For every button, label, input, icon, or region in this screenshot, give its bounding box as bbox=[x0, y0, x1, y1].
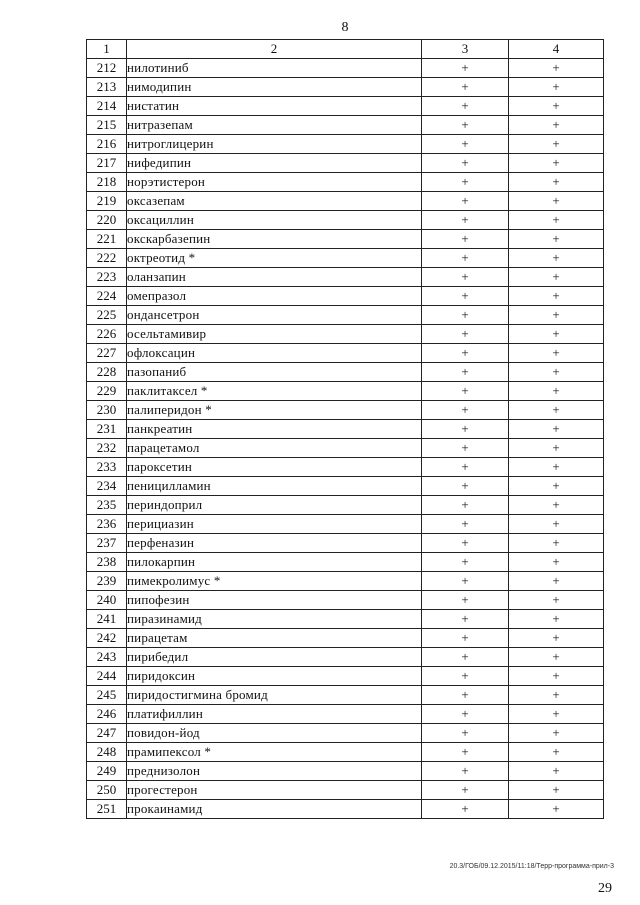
row-number: 229 bbox=[87, 382, 127, 401]
drug-name: нитразепам bbox=[127, 116, 422, 135]
table-row bbox=[87, 249, 604, 268]
table-header-row bbox=[87, 40, 604, 59]
table-row bbox=[87, 154, 604, 173]
table-row bbox=[87, 496, 604, 515]
column-4-mark: + bbox=[509, 781, 604, 800]
row-number: 251 bbox=[87, 800, 127, 819]
row-number: 238 bbox=[87, 553, 127, 572]
column-3-mark: + bbox=[422, 116, 509, 135]
drug-name: палиперидон * bbox=[127, 401, 422, 420]
column-header-1: 1 bbox=[87, 40, 127, 59]
row-number: 237 bbox=[87, 534, 127, 553]
row-number: 249 bbox=[87, 762, 127, 781]
table-row bbox=[87, 287, 604, 306]
column-4-mark: + bbox=[509, 553, 604, 572]
column-3-mark: + bbox=[422, 325, 509, 344]
column-3-mark: + bbox=[422, 724, 509, 743]
row-number: 250 bbox=[87, 781, 127, 800]
column-3-mark: + bbox=[422, 211, 509, 230]
table-row bbox=[87, 230, 604, 249]
row-number: 227 bbox=[87, 344, 127, 363]
table-body bbox=[87, 59, 604, 819]
drug-name: пиридостигмина бромид bbox=[127, 686, 422, 705]
column-4-mark: + bbox=[509, 724, 604, 743]
table-row bbox=[87, 724, 604, 743]
row-number: 212 bbox=[87, 59, 127, 78]
row-number: 244 bbox=[87, 667, 127, 686]
row-number: 217 bbox=[87, 154, 127, 173]
column-3-mark: + bbox=[422, 173, 509, 192]
column-3-mark: + bbox=[422, 458, 509, 477]
row-number: 232 bbox=[87, 439, 127, 458]
column-3-mark: + bbox=[422, 781, 509, 800]
table-row bbox=[87, 610, 604, 629]
drug-name: осельтамивир bbox=[127, 325, 422, 344]
column-3-mark: + bbox=[422, 534, 509, 553]
column-3-mark: + bbox=[422, 591, 509, 610]
column-4-mark: + bbox=[509, 534, 604, 553]
column-3-mark: + bbox=[422, 610, 509, 629]
column-4-mark: + bbox=[509, 610, 604, 629]
column-3-mark: + bbox=[422, 686, 509, 705]
row-number: 228 bbox=[87, 363, 127, 382]
column-4-mark: + bbox=[509, 477, 604, 496]
column-4-mark: + bbox=[509, 401, 604, 420]
drug-name: нифедипин bbox=[127, 154, 422, 173]
row-number: 245 bbox=[87, 686, 127, 705]
sheet-number: 29 bbox=[598, 881, 612, 896]
column-4-mark: + bbox=[509, 458, 604, 477]
drug-name: пипофезин bbox=[127, 591, 422, 610]
table-row bbox=[87, 667, 604, 686]
drug-name: преднизолон bbox=[127, 762, 422, 781]
drug-name: прамипексол * bbox=[127, 743, 422, 762]
column-4-mark: + bbox=[509, 287, 604, 306]
column-3-mark: + bbox=[422, 515, 509, 534]
column-4-mark: + bbox=[509, 572, 604, 591]
row-number: 222 bbox=[87, 249, 127, 268]
table-row bbox=[87, 572, 604, 591]
footer-document-code: 20.3/ГОБ/09.12.2015/11:18/Терр-программа-прил-3 bbox=[449, 863, 614, 870]
drug-name: прокаинамид bbox=[127, 800, 422, 819]
column-4-mark: + bbox=[509, 705, 604, 724]
column-3-mark: + bbox=[422, 268, 509, 287]
drug-name: нистатин bbox=[127, 97, 422, 116]
drug-name: окскарбазепин bbox=[127, 230, 422, 249]
drug-name: перициазин bbox=[127, 515, 422, 534]
table-row bbox=[87, 591, 604, 610]
column-3-mark: + bbox=[422, 59, 509, 78]
column-4-mark: + bbox=[509, 230, 604, 249]
table-row bbox=[87, 705, 604, 724]
column-3-mark: + bbox=[422, 667, 509, 686]
column-3-mark: + bbox=[422, 477, 509, 496]
table-row bbox=[87, 382, 604, 401]
table-row bbox=[87, 401, 604, 420]
column-4-mark: + bbox=[509, 800, 604, 819]
row-number: 236 bbox=[87, 515, 127, 534]
column-3-mark: + bbox=[422, 401, 509, 420]
row-number: 221 bbox=[87, 230, 127, 249]
drug-name: омепразол bbox=[127, 287, 422, 306]
row-number: 239 bbox=[87, 572, 127, 591]
row-number: 214 bbox=[87, 97, 127, 116]
column-3-mark: + bbox=[422, 230, 509, 249]
drug-name: пирибедил bbox=[127, 648, 422, 667]
column-4-mark: + bbox=[509, 667, 604, 686]
row-number: 247 bbox=[87, 724, 127, 743]
column-3-mark: + bbox=[422, 306, 509, 325]
row-number: 219 bbox=[87, 192, 127, 211]
row-number: 248 bbox=[87, 743, 127, 762]
column-3-mark: + bbox=[422, 420, 509, 439]
table-row bbox=[87, 515, 604, 534]
table-row bbox=[87, 743, 604, 762]
drug-name: пароксетин bbox=[127, 458, 422, 477]
column-header-2: 2 bbox=[127, 40, 422, 59]
row-number: 230 bbox=[87, 401, 127, 420]
table-row bbox=[87, 420, 604, 439]
column-4-mark: + bbox=[509, 211, 604, 230]
column-3-mark: + bbox=[422, 800, 509, 819]
column-4-mark: + bbox=[509, 59, 604, 78]
table-row bbox=[87, 78, 604, 97]
row-number: 223 bbox=[87, 268, 127, 287]
row-number: 220 bbox=[87, 211, 127, 230]
column-4-mark: + bbox=[509, 515, 604, 534]
column-3-mark: + bbox=[422, 743, 509, 762]
column-4-mark: + bbox=[509, 116, 604, 135]
table-row bbox=[87, 629, 604, 648]
column-4-mark: + bbox=[509, 439, 604, 458]
column-4-mark: + bbox=[509, 629, 604, 648]
row-number: 224 bbox=[87, 287, 127, 306]
column-3-mark: + bbox=[422, 287, 509, 306]
table-row bbox=[87, 344, 604, 363]
drug-name: паклитаксел * bbox=[127, 382, 422, 401]
table-row bbox=[87, 59, 604, 78]
drug-name: нитроглицерин bbox=[127, 135, 422, 154]
column-4-mark: + bbox=[509, 78, 604, 97]
column-4-mark: + bbox=[509, 743, 604, 762]
row-number: 242 bbox=[87, 629, 127, 648]
column-3-mark: + bbox=[422, 572, 509, 591]
row-number: 213 bbox=[87, 78, 127, 97]
table-row bbox=[87, 268, 604, 287]
row-number: 243 bbox=[87, 648, 127, 667]
column-3-mark: + bbox=[422, 78, 509, 97]
column-3-mark: + bbox=[422, 762, 509, 781]
column-header-4: 4 bbox=[509, 40, 604, 59]
row-number: 216 bbox=[87, 135, 127, 154]
drug-name: периндоприл bbox=[127, 496, 422, 515]
row-number: 226 bbox=[87, 325, 127, 344]
row-number: 234 bbox=[87, 477, 127, 496]
table-row bbox=[87, 458, 604, 477]
drug-name: парацетамол bbox=[127, 439, 422, 458]
drug-name: пиридоксин bbox=[127, 667, 422, 686]
drug-name: оксазепам bbox=[127, 192, 422, 211]
row-number: 231 bbox=[87, 420, 127, 439]
table-row bbox=[87, 135, 604, 154]
column-4-mark: + bbox=[509, 420, 604, 439]
column-4-mark: + bbox=[509, 382, 604, 401]
drug-name: прогестерон bbox=[127, 781, 422, 800]
column-3-mark: + bbox=[422, 154, 509, 173]
column-4-mark: + bbox=[509, 173, 604, 192]
column-3-mark: + bbox=[422, 363, 509, 382]
column-3-mark: + bbox=[422, 705, 509, 724]
table-row bbox=[87, 306, 604, 325]
drug-name: пеницилламин bbox=[127, 477, 422, 496]
table-row bbox=[87, 686, 604, 705]
column-4-mark: + bbox=[509, 496, 604, 515]
row-number: 215 bbox=[87, 116, 127, 135]
column-4-mark: + bbox=[509, 135, 604, 154]
column-3-mark: + bbox=[422, 97, 509, 116]
row-number: 218 bbox=[87, 173, 127, 192]
column-4-mark: + bbox=[509, 344, 604, 363]
drug-name: оланзапин bbox=[127, 268, 422, 287]
drug-name: ондансетрон bbox=[127, 306, 422, 325]
column-3-mark: + bbox=[422, 553, 509, 572]
table-row bbox=[87, 534, 604, 553]
column-4-mark: + bbox=[509, 268, 604, 287]
column-4-mark: + bbox=[509, 591, 604, 610]
column-4-mark: + bbox=[509, 97, 604, 116]
drug-name: оксациллин bbox=[127, 211, 422, 230]
table-row bbox=[87, 648, 604, 667]
column-3-mark: + bbox=[422, 192, 509, 211]
row-number: 240 bbox=[87, 591, 127, 610]
drug-name: пирацетам bbox=[127, 629, 422, 648]
table-row bbox=[87, 477, 604, 496]
table-row bbox=[87, 173, 604, 192]
drug-name: пимекролимус * bbox=[127, 572, 422, 591]
column-4-mark: + bbox=[509, 154, 604, 173]
drug-name: платифиллин bbox=[127, 705, 422, 724]
column-3-mark: + bbox=[422, 648, 509, 667]
table-row bbox=[87, 781, 604, 800]
table-row bbox=[87, 363, 604, 382]
drug-name: перфеназин bbox=[127, 534, 422, 553]
drug-name: пилокарпин bbox=[127, 553, 422, 572]
column-4-mark: + bbox=[509, 306, 604, 325]
drug-name: панкреатин bbox=[127, 420, 422, 439]
column-4-mark: + bbox=[509, 686, 604, 705]
column-4-mark: + bbox=[509, 363, 604, 382]
column-4-mark: + bbox=[509, 762, 604, 781]
table-row bbox=[87, 762, 604, 781]
column-4-mark: + bbox=[509, 192, 604, 211]
drug-name: норэтистерон bbox=[127, 173, 422, 192]
column-3-mark: + bbox=[422, 135, 509, 154]
table-row bbox=[87, 211, 604, 230]
table-row bbox=[87, 553, 604, 572]
column-4-mark: + bbox=[509, 325, 604, 344]
column-3-mark: + bbox=[422, 249, 509, 268]
row-number: 235 bbox=[87, 496, 127, 515]
table-row bbox=[87, 116, 604, 135]
drug-table bbox=[86, 39, 604, 819]
drug-name: пазопаниб bbox=[127, 363, 422, 382]
row-number: 233 bbox=[87, 458, 127, 477]
column-3-mark: + bbox=[422, 344, 509, 363]
page-number: 8 bbox=[341, 20, 349, 35]
table-row bbox=[87, 192, 604, 211]
table-row bbox=[87, 97, 604, 116]
table-row bbox=[87, 800, 604, 819]
drug-name: нилотиниб bbox=[127, 59, 422, 78]
row-number: 225 bbox=[87, 306, 127, 325]
column-3-mark: + bbox=[422, 382, 509, 401]
drug-name: офлоксацин bbox=[127, 344, 422, 363]
drug-name: октреотид * bbox=[127, 249, 422, 268]
column-header-3: 3 bbox=[422, 40, 509, 59]
row-number: 241 bbox=[87, 610, 127, 629]
drug-name: пиразинамид bbox=[127, 610, 422, 629]
column-3-mark: + bbox=[422, 439, 509, 458]
table-row bbox=[87, 325, 604, 344]
drug-name: нимодипин bbox=[127, 78, 422, 97]
drug-name: повидон-йод bbox=[127, 724, 422, 743]
table-row bbox=[87, 439, 604, 458]
column-3-mark: + bbox=[422, 496, 509, 515]
column-4-mark: + bbox=[509, 648, 604, 667]
row-number: 246 bbox=[87, 705, 127, 724]
column-4-mark: + bbox=[509, 249, 604, 268]
column-3-mark: + bbox=[422, 629, 509, 648]
